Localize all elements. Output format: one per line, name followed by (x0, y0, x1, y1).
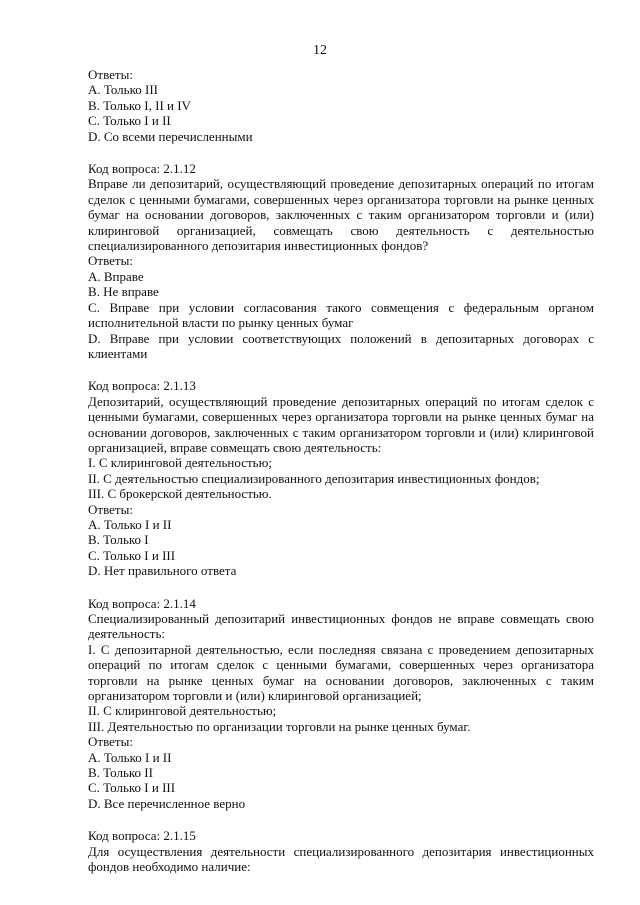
answer-option: D. Нет правильного ответа (88, 563, 237, 579)
answer-option: D. Все перечисленное верно (88, 795, 246, 811)
answers-label: Ответы: (88, 67, 133, 82)
answers-label: Ответы: (88, 501, 133, 517)
question-2-1-12 (88, 161, 594, 361)
answer-option: С. Вправе при условии согласования такого совмещения с федеральным органом исполнительной власти по рынку ценных бумаг (88, 299, 594, 331)
document-body (88, 67, 594, 892)
answer-option: С. Только I и II (88, 113, 171, 129)
question-2-1-13 (88, 378, 594, 578)
statement-item: III. Деятельностью по организации торговли на рынке ценных бумаг. (88, 718, 471, 734)
answer-option: D. Со всеми перечисленными (88, 128, 253, 144)
answer-option: А. Только I и II (88, 749, 172, 765)
answers-label: Ответы: (88, 734, 133, 750)
question-text: Специализированный депозитарий инвестиционных фондов не вправе совмещать свою деятельность: (88, 611, 594, 642)
question-2-1-15 (88, 828, 594, 874)
statement-item: II. С деятельностью специализированного депозитария инвестиционных фондов; (88, 470, 540, 486)
statement-item: III. С брокерской деятельностью. (88, 486, 272, 502)
question-code: Код вопроса: 2.1.14 (88, 595, 196, 611)
statement-item: II. С клиринговой деятельностью; (88, 703, 277, 719)
question-text: Депозитарий, осуществляющий проведение депозитарных операций по итогам сделок с ценными бумагами, совершенных через организатора торговли на рынке ценных бумаг на основании договоров, заключенных с таким организатором торговли и (или) клиринговой организацией, вправе совмещать свою деятельность: (88, 393, 594, 455)
answer-option: А. Только III (88, 82, 158, 98)
answers-label: Ответы: (88, 253, 133, 269)
answer-option: В. Только II (88, 765, 153, 781)
answer-option: В. Только I, II и IV (88, 97, 191, 113)
page-number: 12 (313, 43, 327, 58)
answer-option: В. Не вправе (88, 284, 159, 300)
answer-option: А. Только I и II (88, 516, 172, 532)
answer-option: D. Вправе при условии соответствующих положений в депозитарных договорах с клиентами (88, 330, 594, 361)
answer-option: А. Вправе (88, 268, 144, 284)
statement-item: I. С депозитарной деятельностью, если последняя связана с проведением депозитарных операций по итогам сделок с ценными бумагами, совершенных через организатора торговли на рынке ценных бумаг на основании договоров, заключенных с таким организатором торговли и (или) клиринговой организацией; (88, 641, 594, 704)
answers-block-previous (88, 67, 594, 144)
question-code: Код вопроса: 2.1.12 (88, 161, 196, 177)
question-text: Вправе ли депозитарий, осуществляющий проведение депозитарных операций по итогам сделок с ценными бумагами, совершенных через организатора торговли на рынке ценных бумаг на основании договоров, заключенных с таким организатором торговли и (или) клиринговой организацией, совмещать свою деятельность с деятельностью специализированного депозитария инвестиционных фондов? (88, 176, 594, 254)
statement-item: I. С клиринговой деятельностью; (88, 455, 272, 471)
question-2-1-14 (88, 596, 594, 812)
question-code: Код вопроса: 2.1.15 (88, 828, 196, 844)
question-code: Код вопроса: 2.1.13 (88, 378, 196, 394)
answer-option: С. Только I и III (88, 547, 176, 563)
answer-option: В. Только I (88, 532, 149, 548)
question-text: Для осуществления деятельности специализированного депозитария инвестиционных фондов необходимо наличие: (88, 843, 594, 875)
answer-option: С. Только I и III (88, 780, 176, 796)
